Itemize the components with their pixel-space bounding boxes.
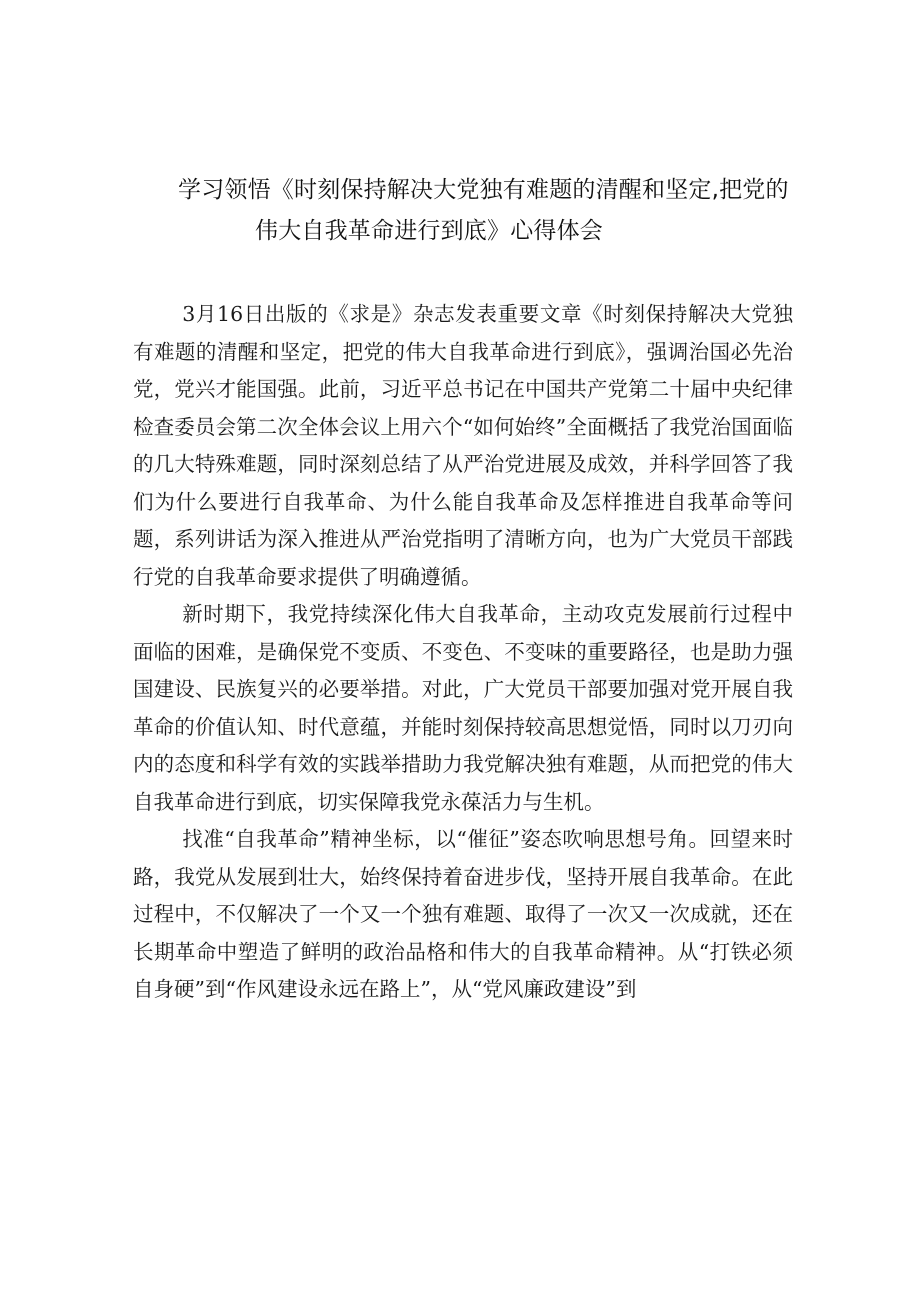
document-body [133, 296, 793, 1009]
paragraph-1: 3月16日出版的《求是》杂志发表重要文章《时刻保持解决大党独有难题的清醒和坚定，把党的伟大自我革命进行到底》，强调治国必先治党，党兴才能国强。此前，习近平总书记在中国共产党第二十届中央纪律检查委员会第二次全体会议上用六个“如何始终”全面概括了我党治国面临的几大特殊难题，同时深刻总结了从严治党进展及成效，并科学回答了我们为什么要进行自我革命、为什么能自我革命及怎样推进自我革命等问题，系列讲话为深入推进从严治党指明了清晰方向，也为广大党员干部践行党的自我革命要求提供了明确遵循。 [133, 302, 793, 589]
paragraph-2: 新时期下，我党持续深化伟大自我革命，主动攻克发展前行过程中面临的困难，是确保党不变质、不变色、不变味的重要路径，也是助力强国建设、民族复兴的必要举措。对此，广大党员干部要加强对党开展自我革命的价值认知、时代意蕴，并能时刻保持较高思想觉悟，同时以刀刃向内的态度和科学有效的实践举措助力我党解决独有难题，从而把党的伟大自我革命进行到底，切实保障我党永葆活力与生机。 [133, 602, 793, 814]
paragraph-3: 找准“自我革命”精神坐标，以“催征”姿态吹响思想号角。回望来时路，我党从发展到壮大，始终保持着奋进步伐，坚持开展自我革命。在此过程中，不仅解决了一个又一个独有难题、取得了一次又一次成就，还在长期革命中塑造了鲜明的政治品格和伟大的自我革命精神。从“打铁必须自身硬”到“作风建设永远在路上”，从“党风廉政建设”到 [133, 827, 793, 1001]
document-title-line-2: 伟大自我革命进行到底》心得体会 [255, 218, 603, 244]
document-title-line-1: 学习领悟《时刻保持解决大党独有难题的清醒和坚定,把党的 [178, 177, 789, 203]
